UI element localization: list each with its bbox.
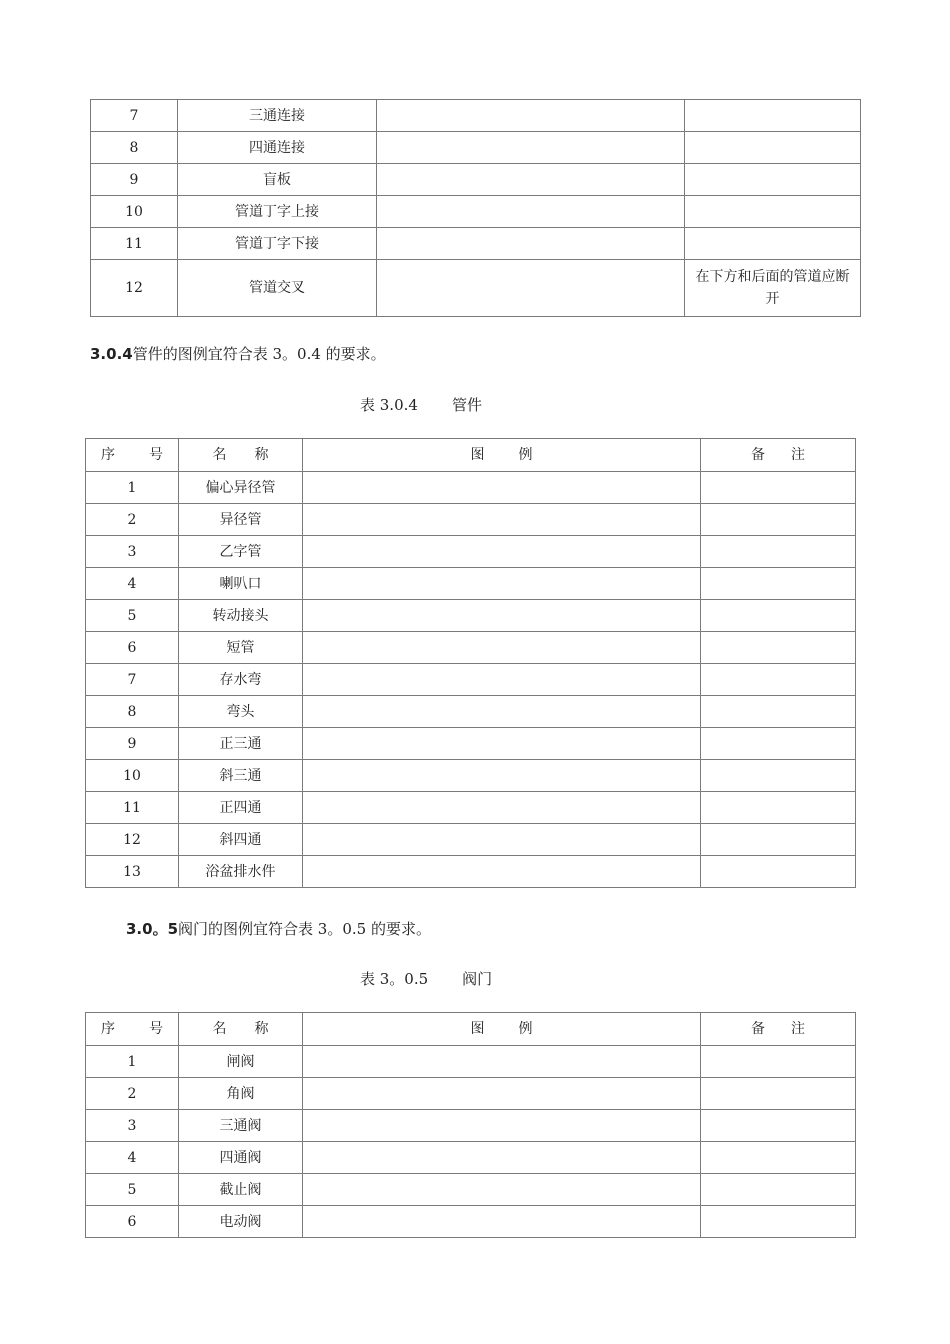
row-note [701, 600, 856, 632]
row-name: 短管 [179, 632, 303, 664]
row-note [701, 504, 856, 536]
row-name: 偏心异径管 [179, 472, 303, 504]
table-row [86, 824, 856, 856]
row-name: 斜三通 [179, 760, 303, 792]
row-name: 存水弯 [179, 664, 303, 696]
row-note [701, 760, 856, 792]
table-row [86, 536, 856, 568]
row-note [701, 824, 856, 856]
row-number: 7 [86, 664, 179, 696]
row-legend [303, 760, 701, 792]
row-note [685, 196, 861, 228]
row-note [701, 1110, 856, 1142]
row-legend [303, 472, 701, 504]
table-row [91, 196, 861, 228]
row-note [701, 568, 856, 600]
row-note [701, 472, 856, 504]
header-note: 备 注 [701, 1013, 856, 1046]
row-note [685, 132, 861, 164]
table-row [91, 228, 861, 260]
section-304-text: 管件的图例宜符合表 3。0.4 的要求。 [132, 345, 386, 363]
row-number: 1 [86, 472, 179, 504]
table-row [86, 1078, 856, 1110]
table-row [91, 100, 861, 132]
row-number: 9 [86, 728, 179, 760]
row-legend [303, 600, 701, 632]
row-legend [303, 1078, 701, 1110]
section-304-paragraph [90, 343, 386, 364]
row-legend [303, 792, 701, 824]
row-legend [303, 1206, 701, 1238]
table-row [86, 696, 856, 728]
row-note [685, 164, 861, 196]
section-304-number: 3.0.4 [90, 345, 133, 363]
row-number: 4 [86, 568, 179, 600]
table-row [86, 600, 856, 632]
header-legend: 图 例 [303, 1013, 701, 1046]
row-legend [303, 568, 701, 600]
row-note [701, 1046, 856, 1078]
row-legend [303, 632, 701, 664]
row-number: 12 [86, 824, 179, 856]
table-row [86, 632, 856, 664]
row-name: 乙字管 [179, 536, 303, 568]
row-name: 斜四通 [179, 824, 303, 856]
row-legend [303, 1174, 701, 1206]
row-number: 9 [91, 164, 178, 196]
row-note [685, 100, 861, 132]
table-pipe-connections [90, 99, 861, 317]
header-no: 序 号 [86, 1013, 179, 1046]
row-name: 闸阀 [179, 1046, 303, 1078]
table-fittings [85, 438, 856, 888]
row-number: 13 [86, 856, 179, 888]
row-name: 四通阀 [179, 1142, 303, 1174]
row-name: 异径管 [179, 504, 303, 536]
row-legend [303, 664, 701, 696]
table-305-caption-title: 阀门 [462, 970, 493, 988]
table-header-row [86, 1013, 856, 1046]
row-name: 盲板 [178, 164, 377, 196]
row-note [701, 536, 856, 568]
header-name: 名 称 [179, 1013, 303, 1046]
row-name: 管道丁字下接 [178, 228, 377, 260]
row-number: 2 [86, 504, 179, 536]
row-note [685, 228, 861, 260]
row-note [701, 1142, 856, 1174]
row-number: 8 [91, 132, 178, 164]
row-number: 5 [86, 600, 179, 632]
table-row [91, 132, 861, 164]
row-number: 10 [91, 196, 178, 228]
header-note: 备 注 [701, 439, 856, 472]
row-legend [377, 100, 685, 132]
row-legend [377, 228, 685, 260]
table-row [86, 1206, 856, 1238]
table-header-row [86, 439, 856, 472]
table-305-caption [360, 968, 492, 989]
row-legend [303, 696, 701, 728]
row-name: 正四通 [179, 792, 303, 824]
row-note [701, 664, 856, 696]
table-row [86, 568, 856, 600]
row-note [701, 728, 856, 760]
row-legend [377, 132, 685, 164]
row-note [701, 632, 856, 664]
row-legend [303, 824, 701, 856]
header-no: 序 号 [86, 439, 179, 472]
row-number: 2 [86, 1078, 179, 1110]
row-note [701, 792, 856, 824]
table-row [86, 1142, 856, 1174]
table-row [91, 260, 861, 317]
row-name: 三通阀 [179, 1110, 303, 1142]
row-number: 6 [86, 1206, 179, 1238]
row-number: 5 [86, 1174, 179, 1206]
row-legend [303, 1110, 701, 1142]
table-row [86, 728, 856, 760]
row-note: 在下方和后面的管道应断开 [685, 260, 861, 317]
row-name: 转动接头 [179, 600, 303, 632]
row-name: 浴盆排水件 [179, 856, 303, 888]
row-number: 6 [86, 632, 179, 664]
table-row [86, 760, 856, 792]
row-legend [303, 1046, 701, 1078]
row-legend [303, 536, 701, 568]
row-number: 10 [86, 760, 179, 792]
table-304-caption-number: 表 3.0.4 [360, 396, 418, 414]
header-legend: 图 例 [303, 439, 701, 472]
row-name: 管道丁字上接 [178, 196, 377, 228]
row-note [701, 1206, 856, 1238]
row-name: 角阀 [179, 1078, 303, 1110]
row-name: 正三通 [179, 728, 303, 760]
row-note [701, 1078, 856, 1110]
row-name: 弯头 [179, 696, 303, 728]
section-305-text: 阀门的图例宜符合表 3。0.5 的要求。 [178, 920, 431, 938]
table-304-caption-title: 管件 [451, 396, 482, 414]
row-name: 管道交叉 [178, 260, 377, 317]
row-name: 截止阀 [179, 1174, 303, 1206]
row-note [701, 856, 856, 888]
row-name: 电动阀 [179, 1206, 303, 1238]
table-row [86, 856, 856, 888]
row-name: 四通连接 [178, 132, 377, 164]
row-number: 3 [86, 536, 179, 568]
row-number: 11 [91, 228, 178, 260]
table-304-caption [360, 394, 482, 415]
table-row [86, 792, 856, 824]
row-legend [377, 260, 685, 317]
table-valves [85, 1012, 856, 1238]
row-name: 喇叭口 [179, 568, 303, 600]
row-legend [303, 728, 701, 760]
row-number: 1 [86, 1046, 179, 1078]
row-number: 7 [91, 100, 178, 132]
row-number: 3 [86, 1110, 179, 1142]
row-number: 4 [86, 1142, 179, 1174]
header-name: 名 称 [179, 439, 303, 472]
table-row [86, 472, 856, 504]
table-row [86, 1110, 856, 1142]
section-305-number: 3.0。5 [126, 920, 179, 938]
table-305-caption-number: 表 3。0.5 [360, 970, 429, 988]
row-number: 12 [91, 260, 178, 317]
row-legend [303, 1142, 701, 1174]
row-number: 11 [86, 792, 179, 824]
row-legend [303, 504, 701, 536]
row-legend [303, 856, 701, 888]
table-row [86, 504, 856, 536]
section-305-paragraph [126, 918, 431, 939]
table-row [86, 1046, 856, 1078]
table-row [86, 1174, 856, 1206]
row-note [701, 1174, 856, 1206]
table-row [91, 164, 861, 196]
row-name: 三通连接 [178, 100, 377, 132]
row-note [701, 696, 856, 728]
row-legend [377, 196, 685, 228]
table-row [86, 664, 856, 696]
row-number: 8 [86, 696, 179, 728]
row-legend [377, 164, 685, 196]
